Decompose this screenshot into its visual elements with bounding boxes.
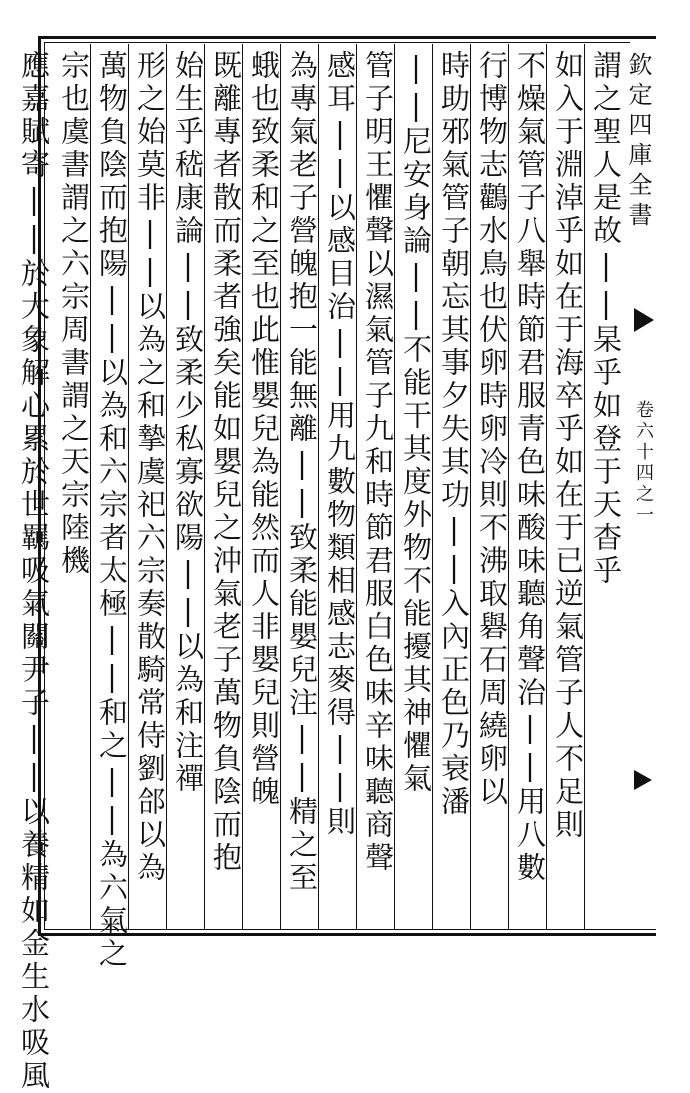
text-column: 謂之聖人是故||杲乎如登于天杳乎 <box>589 50 623 588</box>
fishtail-mark-lower-icon <box>634 770 652 790</box>
text-column: 始生乎嵇康論||致柔少私寡欲陽||以為和注禪 <box>171 50 205 796</box>
volume-label: 卷六十四之一 <box>633 400 654 526</box>
text-column: 宗也虞書謂之六宗周書謂之天宗陸機 <box>57 50 91 578</box>
text-column: 應嘉賦寄||於大象解心累於世羈吸氣關尹子||以養精如金生水吸風 <box>17 50 51 1093</box>
text-column: 如入于淵淖乎如在于海卒乎如在于已逆氣管子人不足則 <box>551 50 585 842</box>
text-column: 時助邪氣管子朝忘其事夕失其功||入內正色乃衰潘 <box>437 50 471 819</box>
fishtail-mark-icon <box>634 308 654 332</box>
text-column: 萬物負陰而抱陽||以為和六宗者太極||和之||為六氣之 <box>95 50 129 971</box>
book-title: 欽定四庫全書 <box>624 52 652 232</box>
text-column: 行博物志鸛水鳥也伏卵時卵冷則不沸取礜石周繞卵以 <box>475 50 509 809</box>
text-column: 為專氣老子營魄抱一能無離||致柔能嬰兒注||精之至 <box>285 50 319 895</box>
text-column: 既離專者散而柔者強矣能如嬰兒之沖氣老子萬物負陰而抱 <box>209 50 243 875</box>
text-column: 形之始莫非||以為之和摯虞祀六宗奏散騎常侍劉郃以為 <box>133 50 167 885</box>
text-column: ||尼安身論||不能干其度外物不能擾其神懼氣 <box>399 50 433 796</box>
text-column: 管子明王懼聲以濕氣管子九和時節君服白色味辛味聽商聲 <box>361 50 395 875</box>
text-column: 不燥氣管子八舉時節君服青色味酸味聽角聲治||用八數 <box>513 50 547 885</box>
text-column: 蛾也致柔和之至也此惟嬰兒為能然而人非嬰兒則營魄 <box>247 50 281 809</box>
text-column: 感耳||以感目治||用九數物類相感志麥得||則 <box>323 50 357 839</box>
